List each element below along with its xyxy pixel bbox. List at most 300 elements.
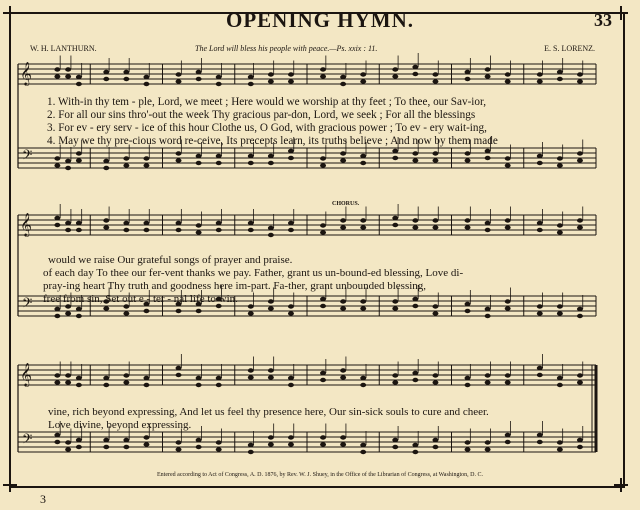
note-head <box>537 72 543 76</box>
note-head <box>248 161 254 165</box>
note-head <box>465 302 471 306</box>
note-head <box>340 82 346 86</box>
note-head <box>65 67 71 71</box>
note-head <box>577 438 583 442</box>
note-head <box>340 375 346 379</box>
note-head <box>103 383 109 387</box>
note-head <box>360 218 366 222</box>
note-head <box>557 77 563 81</box>
lyric-line: free from sin, Set out e - ter - nal life to win. <box>43 293 238 305</box>
note-head <box>288 156 294 160</box>
note-head <box>577 307 583 311</box>
note-head <box>216 154 222 158</box>
note-head <box>392 299 398 303</box>
note-head <box>268 299 274 303</box>
note-head <box>103 218 109 222</box>
note-head <box>360 225 366 229</box>
copyright-notice: Entered according to Act of Congress, A. D. 1876, by Rev. W. J. Shuey, in the Office of the Librarian of Congress, at Washington, D. C. <box>157 472 483 478</box>
note-head <box>196 383 202 387</box>
note-head <box>248 443 254 447</box>
note-head <box>360 376 366 380</box>
note-head <box>123 77 129 81</box>
note-head <box>288 149 294 153</box>
note-head <box>537 311 543 315</box>
note-head <box>320 304 326 308</box>
note-head <box>54 156 60 160</box>
note-head <box>392 223 398 227</box>
note-head <box>505 72 511 76</box>
note-head <box>65 380 71 384</box>
note-head <box>485 74 491 78</box>
verse-2: 2. For all our sins thro'-out the week Thy gracious par-don, Lord, we seek ; For all the blessings <box>47 109 476 121</box>
note-head <box>103 159 109 163</box>
note-head <box>412 371 418 375</box>
note-head <box>557 156 563 160</box>
note-head <box>248 450 254 454</box>
note-head <box>392 445 398 449</box>
note-head <box>432 218 438 222</box>
note-head <box>320 371 326 375</box>
note-head <box>412 297 418 301</box>
note-head <box>537 433 543 437</box>
verse-4: 4. May we thy pre-cious word re-ceive, Its precepts learn, its truths believe ; And now by them made <box>47 135 498 147</box>
note-head <box>196 161 202 165</box>
note-head <box>392 149 398 153</box>
note-head <box>577 218 583 222</box>
note-head <box>465 151 471 155</box>
note-head <box>505 299 511 303</box>
note-head <box>268 375 274 379</box>
note-head <box>485 149 491 153</box>
note-head <box>340 75 346 79</box>
note-head <box>143 435 149 439</box>
note-head <box>196 445 202 449</box>
note-head <box>123 438 129 442</box>
hymn-title: OPENING HYMN. <box>226 8 414 32</box>
note-head <box>143 75 149 79</box>
note-head <box>577 373 583 377</box>
note-head <box>268 161 274 165</box>
note-head <box>143 156 149 160</box>
scripture-reference: The Lord will bless his people with peace.—Ps. xxix : 11. <box>195 44 378 53</box>
note-head <box>412 450 418 454</box>
note-head <box>76 151 82 155</box>
note-head <box>123 311 129 315</box>
verse-3: 3. For ev - ery serv - ice of this hour Clothe us, O God, with gracious power ; To ev - ery wait-ing, <box>47 122 487 134</box>
treble-clef-icon: 𝄞 <box>20 212 32 236</box>
note-head <box>505 225 511 229</box>
note-head <box>268 368 274 372</box>
note-head <box>577 314 583 318</box>
arranger-credit: E. S. LORENZ. <box>544 44 595 53</box>
note-head <box>196 154 202 158</box>
note-head <box>577 72 583 76</box>
note-head <box>340 158 346 162</box>
note-head <box>320 442 326 446</box>
note-head <box>248 368 254 372</box>
note-head <box>216 75 222 79</box>
note-head <box>103 376 109 380</box>
note-head <box>557 311 563 315</box>
note-head <box>412 225 418 229</box>
note-head <box>412 72 418 76</box>
note-head <box>340 435 346 439</box>
note-head <box>76 307 82 311</box>
note-head <box>76 383 82 387</box>
note-head <box>103 225 109 229</box>
note-head <box>485 373 491 377</box>
note-head <box>465 376 471 380</box>
lyric-line: Love divine, beyond expressing. <box>48 419 192 431</box>
note-head <box>505 79 511 83</box>
note-head <box>392 373 398 377</box>
note-head <box>216 440 222 444</box>
note-head <box>268 306 274 310</box>
note-head <box>557 383 563 387</box>
bass-clef-icon: 𝄢 <box>22 295 33 314</box>
note-head <box>465 225 471 229</box>
note-head <box>176 309 182 313</box>
note-head <box>432 438 438 442</box>
note-head <box>268 154 274 158</box>
note-head <box>320 223 326 227</box>
bass-clef-icon: 𝄢 <box>22 431 33 450</box>
note-head <box>76 221 82 225</box>
note-head <box>176 79 182 83</box>
note-head <box>54 216 60 220</box>
note-head <box>432 79 438 83</box>
note-head <box>216 82 222 86</box>
note-head <box>320 163 326 167</box>
note-head <box>76 75 82 79</box>
note-head <box>248 154 254 158</box>
note-head <box>216 221 222 225</box>
note-head <box>268 79 274 83</box>
note-head <box>176 228 182 232</box>
note-head <box>103 70 109 74</box>
note-head <box>103 166 109 170</box>
note-head <box>485 221 491 225</box>
note-head <box>288 72 294 76</box>
note-head <box>432 380 438 384</box>
note-head <box>557 230 563 234</box>
note-head <box>288 221 294 225</box>
note-head <box>54 380 60 384</box>
note-head <box>577 151 583 155</box>
note-head <box>340 225 346 229</box>
note-head <box>76 438 82 442</box>
note-head <box>557 304 563 308</box>
note-head <box>505 380 511 384</box>
note-head <box>432 158 438 162</box>
note-head <box>465 447 471 451</box>
note-head <box>216 376 222 380</box>
note-head <box>465 218 471 222</box>
note-head <box>143 309 149 313</box>
note-head <box>123 163 129 167</box>
note-head <box>196 77 202 81</box>
note-head <box>505 433 511 437</box>
note-head <box>248 311 254 315</box>
note-head <box>216 447 222 451</box>
note-head <box>340 368 346 372</box>
note-head <box>465 77 471 81</box>
note-head <box>268 72 274 76</box>
note-head <box>360 299 366 303</box>
note-head <box>360 443 366 447</box>
note-head <box>143 163 149 167</box>
note-head <box>537 221 543 225</box>
note-head <box>412 151 418 155</box>
note-head <box>320 230 326 234</box>
note-head <box>320 67 326 71</box>
note-head <box>123 156 129 160</box>
note-head <box>176 440 182 444</box>
note-head <box>577 445 583 449</box>
folio-number: 3 <box>40 492 46 506</box>
note-head <box>505 306 511 310</box>
note-head <box>248 82 254 86</box>
note-head <box>392 67 398 71</box>
note-head <box>485 67 491 71</box>
page-number: 33 <box>594 10 612 30</box>
note-head <box>537 161 543 165</box>
note-head <box>392 216 398 220</box>
note-head <box>196 230 202 234</box>
note-head <box>505 218 511 222</box>
note-head <box>360 383 366 387</box>
note-head <box>176 158 182 162</box>
note-head <box>143 228 149 232</box>
note-head <box>537 228 543 232</box>
note-head <box>392 156 398 160</box>
note-head <box>320 435 326 439</box>
note-head <box>412 378 418 382</box>
note-head <box>268 442 274 446</box>
note-head <box>485 314 491 318</box>
note-head <box>412 304 418 308</box>
note-head <box>360 450 366 454</box>
lyric-line: of each day To thee our fer-vent thanks we pay. Father, grant us un-bound-ed blessing, Love di- <box>43 267 464 279</box>
note-head <box>537 154 543 158</box>
note-head <box>176 373 182 377</box>
treble-clef-icon: 𝄞 <box>20 362 32 386</box>
note-head <box>577 79 583 83</box>
note-head <box>505 373 511 377</box>
note-head <box>505 156 511 160</box>
note-head <box>392 438 398 442</box>
note-head <box>340 299 346 303</box>
note-head <box>123 380 129 384</box>
note-head <box>65 228 71 232</box>
note-head <box>65 373 71 377</box>
note-head <box>485 440 491 444</box>
note-head <box>577 158 583 162</box>
note-head <box>557 163 563 167</box>
note-head <box>465 440 471 444</box>
note-head <box>557 70 563 74</box>
note-head <box>143 383 149 387</box>
note-head <box>432 72 438 76</box>
note-head <box>196 438 202 442</box>
note-head <box>196 309 202 313</box>
note-head <box>143 376 149 380</box>
note-head <box>196 223 202 227</box>
note-head <box>65 447 71 451</box>
note-head <box>176 72 182 76</box>
note-head <box>123 70 129 74</box>
note-head <box>432 304 438 308</box>
note-head <box>76 314 82 318</box>
note-head <box>485 307 491 311</box>
note-head <box>54 440 60 444</box>
treble-clef-icon: 𝄞 <box>20 61 32 85</box>
note-head <box>176 151 182 155</box>
note-head <box>392 74 398 78</box>
note-head <box>54 314 60 318</box>
note-head <box>537 373 543 377</box>
note-head <box>465 383 471 387</box>
note-head <box>537 366 543 370</box>
lyric-line: vine, rich beyond expressing, And let us feel thy presence here, Our sin-sick souls to cure and cheer. <box>48 406 489 418</box>
note-head <box>248 75 254 79</box>
note-head <box>505 440 511 444</box>
note-head <box>123 221 129 225</box>
composer-credit: W. H. LANTHURN. <box>30 44 97 53</box>
note-head <box>54 67 60 71</box>
note-head <box>465 70 471 74</box>
note-head <box>485 228 491 232</box>
note-head <box>288 376 294 380</box>
note-head <box>123 445 129 449</box>
note-head <box>54 307 60 311</box>
note-head <box>216 161 222 165</box>
note-head <box>360 306 366 310</box>
note-head <box>216 383 222 387</box>
note-head <box>248 228 254 232</box>
note-head <box>103 445 109 449</box>
note-head <box>103 306 109 310</box>
note-head <box>288 435 294 439</box>
note-head <box>537 440 543 444</box>
note-head <box>360 72 366 76</box>
note-head <box>432 225 438 229</box>
note-head <box>288 442 294 446</box>
note-head <box>485 156 491 160</box>
note-head <box>320 74 326 78</box>
note-head <box>65 311 71 315</box>
note-head <box>392 306 398 310</box>
note-head <box>412 158 418 162</box>
note-head <box>76 228 82 232</box>
note-head <box>123 373 129 377</box>
note-head <box>557 223 563 227</box>
chorus-label: CHORUS. <box>332 201 360 207</box>
note-head <box>54 373 60 377</box>
note-head <box>248 304 254 308</box>
note-head <box>123 228 129 232</box>
note-head <box>412 443 418 447</box>
note-head <box>76 445 82 449</box>
note-head <box>465 309 471 313</box>
note-head <box>360 154 366 158</box>
note-head <box>248 375 254 379</box>
note-head <box>65 166 71 170</box>
note-head <box>432 445 438 449</box>
note-head <box>65 221 71 225</box>
note-head <box>103 438 109 442</box>
note-head <box>76 158 82 162</box>
note-head <box>360 161 366 165</box>
note-head <box>65 74 71 78</box>
note-head <box>54 163 60 167</box>
note-head <box>248 221 254 225</box>
note-head <box>557 447 563 451</box>
note-head <box>505 163 511 167</box>
verse-1: 1. With-in thy tem - ple, Lord, we meet ; Here would we worship at thy feet ; To thee, our Sav-ior, <box>47 96 487 108</box>
note-head <box>537 79 543 83</box>
note-head <box>360 79 366 83</box>
note-head <box>537 304 543 308</box>
note-head <box>288 304 294 308</box>
note-head <box>340 442 346 446</box>
note-head <box>557 440 563 444</box>
note-head <box>268 233 274 237</box>
note-head <box>288 79 294 83</box>
note-head <box>176 447 182 451</box>
bass-clef-icon: 𝄢 <box>22 147 33 166</box>
note-head <box>392 380 398 384</box>
note-head <box>143 82 149 86</box>
lyric-line: pray-ing heart Thy truth and goodness here im-part. Fa-ther, grant unbounded blessing, <box>43 280 427 292</box>
note-head <box>76 82 82 86</box>
note-head <box>432 311 438 315</box>
note-head <box>103 77 109 81</box>
note-head <box>54 223 60 227</box>
note-head <box>412 65 418 69</box>
note-head <box>196 376 202 380</box>
note-head <box>65 440 71 444</box>
note-head <box>577 380 583 384</box>
note-head <box>196 70 202 74</box>
note-head <box>176 221 182 225</box>
note-head <box>65 159 71 163</box>
note-head <box>340 306 346 310</box>
note-head <box>320 297 326 301</box>
note-head <box>577 225 583 229</box>
note-head <box>143 442 149 446</box>
note-head <box>288 228 294 232</box>
note-head <box>216 228 222 232</box>
note-head <box>54 433 60 437</box>
note-head <box>485 380 491 384</box>
note-head <box>485 447 491 451</box>
note-head <box>432 151 438 155</box>
note-head <box>268 435 274 439</box>
note-head <box>176 366 182 370</box>
note-head <box>340 151 346 155</box>
note-head <box>320 156 326 160</box>
note-head <box>143 221 149 225</box>
note-head <box>320 378 326 382</box>
note-head <box>557 376 563 380</box>
lyric-line: would we raise Our grateful songs of prayer and praise. <box>48 254 293 266</box>
note-head <box>288 383 294 387</box>
note-head <box>76 376 82 380</box>
note-head <box>340 218 346 222</box>
note-head <box>465 158 471 162</box>
note-head <box>268 226 274 230</box>
